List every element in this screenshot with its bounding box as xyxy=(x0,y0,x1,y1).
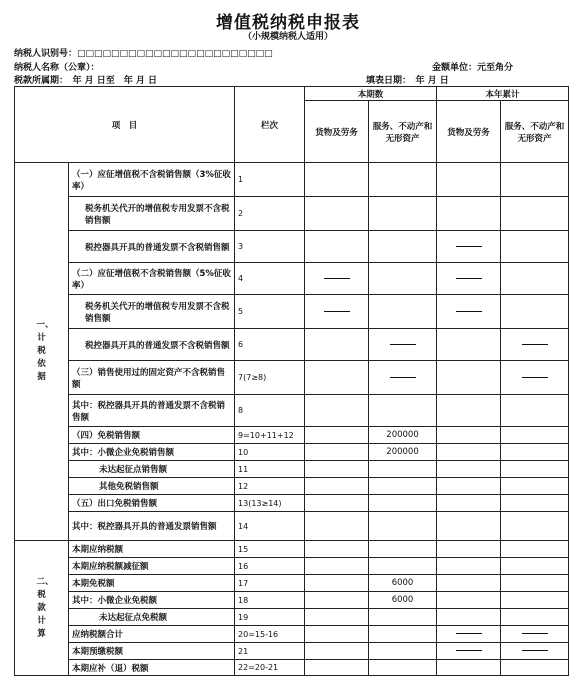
amount-cell[interactable] xyxy=(305,427,369,444)
amount-cell[interactable] xyxy=(501,575,569,592)
column-header-item: 项 目 xyxy=(15,87,235,163)
amount-cell[interactable] xyxy=(437,461,501,478)
na-dash xyxy=(522,650,548,651)
row-line-number: 5 xyxy=(235,295,305,329)
amount-cell[interactable] xyxy=(369,231,437,263)
amount-cell[interactable] xyxy=(305,478,369,495)
row-line-number: 20=15-16 xyxy=(235,626,305,643)
table-row xyxy=(15,643,569,660)
row-line-number: 11 xyxy=(235,461,305,478)
row-label: 本期应纳税额减征额 xyxy=(69,558,235,575)
row-line-number: 3 xyxy=(235,231,305,263)
not-applicable-cell xyxy=(369,329,437,361)
row-label: 税控器具开具的普通发票不含税销售额 xyxy=(69,329,235,361)
amount-cell[interactable] xyxy=(369,263,437,295)
amount-cell[interactable] xyxy=(501,495,569,512)
amount-cell[interactable] xyxy=(501,461,569,478)
amount-cell[interactable] xyxy=(501,478,569,495)
row-line-number: 19 xyxy=(235,609,305,626)
amount-cell[interactable] xyxy=(305,495,369,512)
amount-cell[interactable]: 6000 xyxy=(369,592,437,609)
na-dash xyxy=(522,344,548,345)
amount-cell[interactable] xyxy=(437,558,501,575)
section-tax-calc: 二、税款计算 xyxy=(15,541,69,676)
section-tax-basis: 一、计税依据 xyxy=(15,163,69,541)
row-line-number: 6 xyxy=(235,329,305,361)
amount-cell[interactable] xyxy=(437,427,501,444)
row-label: （一）应征增值税不含税销售额（3%征收率） xyxy=(69,163,235,197)
row-line-number: 13(13≥14) xyxy=(235,495,305,512)
amount-cell[interactable]: 6000 xyxy=(369,575,437,592)
amount-cell[interactable] xyxy=(437,361,501,395)
table-row xyxy=(15,329,569,361)
amount-cell[interactable] xyxy=(369,643,437,660)
row-label: 税务机关代开的增值税专用发票不含税销售额 xyxy=(69,197,235,231)
row-label: 未达起征点免税额 xyxy=(69,609,235,626)
amount-cell[interactable] xyxy=(501,609,569,626)
column-header-services-ytd: 服务、不动产和无形资产 xyxy=(501,101,569,163)
table-row xyxy=(15,197,569,231)
amount-cell[interactable] xyxy=(437,660,501,676)
row-label: 税控器具开具的普通发票不含税销售额 xyxy=(69,231,235,263)
row-label: 未达起征点销售额 xyxy=(69,461,235,478)
column-header-goods: 货物及劳务 xyxy=(305,101,369,163)
not-applicable-cell xyxy=(501,329,569,361)
amount-cell[interactable] xyxy=(369,660,437,676)
amount-cell[interactable] xyxy=(501,295,569,329)
table-row xyxy=(15,263,569,295)
not-applicable-cell xyxy=(305,295,369,329)
not-applicable-cell xyxy=(501,361,569,395)
row-label: 其中：小微企业免税销售额 xyxy=(69,444,235,461)
taxpayer-name-label: 纳税人名称（公章）： xyxy=(14,63,100,73)
table-row xyxy=(15,541,569,558)
row-line-number: 10 xyxy=(235,444,305,461)
na-dash xyxy=(456,633,482,634)
not-applicable-cell xyxy=(501,643,569,660)
amount-cell[interactable] xyxy=(369,558,437,575)
not-applicable-cell xyxy=(437,231,501,263)
amount-cell[interactable] xyxy=(369,197,437,231)
row-line-number: 22=20-21 xyxy=(235,660,305,676)
amount-cell[interactable] xyxy=(369,609,437,626)
na-dash xyxy=(522,633,548,634)
table-row xyxy=(15,427,569,444)
table-row xyxy=(15,478,569,495)
table-row xyxy=(15,461,569,478)
amount-cell[interactable] xyxy=(437,495,501,512)
table-row xyxy=(15,626,569,643)
row-line-number: 15 xyxy=(235,541,305,558)
amount-cell[interactable] xyxy=(305,660,369,676)
amount-cell[interactable] xyxy=(305,626,369,643)
amount-cell[interactable] xyxy=(369,512,437,541)
row-label: 本期应补（退）税额 xyxy=(69,660,235,676)
amount-cell[interactable] xyxy=(369,395,437,427)
amount-cell[interactable]: 200000 xyxy=(369,444,437,461)
column-header-current-period: 本期数 xyxy=(305,87,437,101)
table-row xyxy=(15,395,569,427)
amount-cell[interactable] xyxy=(437,444,501,461)
amount-cell[interactable] xyxy=(305,512,369,541)
amount-cell[interactable] xyxy=(437,609,501,626)
row-label: （二）应征增值税不含税销售额（5%征收率） xyxy=(69,263,235,295)
row-label: 其中：小微企业免税额 xyxy=(69,592,235,609)
table-row xyxy=(15,231,569,263)
row-label: 其中：税控器具开具的普通发票不含税销售额 xyxy=(69,395,235,427)
table-row xyxy=(15,163,569,197)
amount-cell[interactable] xyxy=(305,461,369,478)
amount-cell[interactable] xyxy=(369,478,437,495)
amount-cell[interactable] xyxy=(305,592,369,609)
row-line-number: 21 xyxy=(235,643,305,660)
amount-cell[interactable] xyxy=(501,541,569,558)
column-header-ytd: 本年累计 xyxy=(437,87,569,101)
amount-cell[interactable] xyxy=(305,395,369,427)
amount-cell[interactable] xyxy=(305,541,369,558)
amount-cell[interactable] xyxy=(437,592,501,609)
taxpayer-id-line xyxy=(14,46,273,59)
amount-cell[interactable] xyxy=(369,541,437,558)
row-line-number: 7(7≥8) xyxy=(235,361,305,395)
not-applicable-cell xyxy=(369,361,437,395)
row-line-number: 18 xyxy=(235,592,305,609)
not-applicable-cell xyxy=(437,626,501,643)
row-label: （五）出口免税销售额 xyxy=(69,495,235,512)
amount-cell[interactable] xyxy=(501,558,569,575)
row-line-number: 4 xyxy=(235,263,305,295)
table-row xyxy=(15,495,569,512)
table-row xyxy=(15,660,569,676)
amount-cell[interactable] xyxy=(501,263,569,295)
table-row xyxy=(15,558,569,575)
amount-cell[interactable] xyxy=(501,395,569,427)
row-label: 应纳税额合计 xyxy=(69,626,235,643)
table-row xyxy=(15,609,569,626)
row-label: （三）销售使用过的固定资产不含税销售额 xyxy=(69,361,235,395)
row-line-number: 16 xyxy=(235,558,305,575)
amount-cell[interactable] xyxy=(305,575,369,592)
na-dash xyxy=(390,377,416,378)
column-header-goods-ytd: 货物及劳务 xyxy=(437,101,501,163)
amount-cell[interactable] xyxy=(501,197,569,231)
amount-cell[interactable] xyxy=(305,361,369,395)
amount-cell[interactable] xyxy=(437,395,501,427)
amount-cell[interactable] xyxy=(501,512,569,541)
row-label: 其中：税控器具开具的普通发票销售额 xyxy=(69,512,235,541)
row-line-number: 8 xyxy=(235,395,305,427)
row-label: 本期应纳税额 xyxy=(69,541,235,558)
na-dash xyxy=(456,311,482,312)
not-applicable-cell xyxy=(437,295,501,329)
row-label: 其他免税销售额 xyxy=(69,478,235,495)
amount-cell[interactable] xyxy=(501,231,569,263)
amount-cell[interactable] xyxy=(437,478,501,495)
amount-cell[interactable] xyxy=(305,643,369,660)
amount-unit-label: 金额单位：元至角分 xyxy=(432,63,514,73)
amount-cell[interactable] xyxy=(305,163,369,197)
table-row xyxy=(15,295,569,329)
amount-cell[interactable] xyxy=(305,231,369,263)
row-line-number: 17 xyxy=(235,575,305,592)
na-dash xyxy=(522,377,548,378)
amount-cell[interactable] xyxy=(437,512,501,541)
na-dash xyxy=(324,311,350,312)
amount-cell[interactable] xyxy=(437,575,501,592)
amount-cell[interactable] xyxy=(501,427,569,444)
form-subtitle: （小规模纳税人适用） xyxy=(242,32,333,42)
row-label: 本期免税额 xyxy=(69,575,235,592)
amount-cell[interactable] xyxy=(305,444,369,461)
na-dash xyxy=(456,278,482,279)
row-label: 税务机关代开的增值税专用发票不含税销售额 xyxy=(69,295,235,329)
column-header-services: 服务、不动产和无形资产 xyxy=(369,101,437,163)
row-label: 本期预缴税额 xyxy=(69,643,235,660)
na-dash xyxy=(456,246,482,247)
not-applicable-cell xyxy=(437,263,501,295)
row-line-number: 9=10+11+12 xyxy=(235,427,305,444)
form-title: 增值税纳税申报表 xyxy=(216,13,360,33)
amount-cell[interactable] xyxy=(437,163,501,197)
row-line-number: 14 xyxy=(235,512,305,541)
amount-cell[interactable] xyxy=(305,329,369,361)
na-dash xyxy=(324,278,350,279)
amount-cell[interactable] xyxy=(369,626,437,643)
amount-cell[interactable] xyxy=(501,163,569,197)
taxpayer-id-boxes[interactable]: □□□□□□□□□□□□□□□□□□□□□□□ xyxy=(77,49,273,59)
amount-cell[interactable] xyxy=(369,163,437,197)
amount-cell[interactable] xyxy=(501,592,569,609)
not-applicable-cell xyxy=(437,643,501,660)
amount-cell[interactable] xyxy=(437,329,501,361)
row-line-number: 2 xyxy=(235,197,305,231)
table-row xyxy=(15,592,569,609)
amount-cell[interactable] xyxy=(305,558,369,575)
table-row xyxy=(15,575,569,592)
amount-cell[interactable] xyxy=(369,495,437,512)
amount-cell[interactable] xyxy=(305,197,369,231)
table-row xyxy=(15,512,569,541)
row-line-number: 1 xyxy=(235,163,305,197)
amount-cell[interactable] xyxy=(369,295,437,329)
amount-cell[interactable] xyxy=(437,541,501,558)
table-row xyxy=(15,361,569,395)
amount-cell[interactable] xyxy=(501,660,569,676)
amount-cell[interactable]: 200000 xyxy=(369,427,437,444)
amount-cell[interactable] xyxy=(369,461,437,478)
row-label: （四）免税销售额 xyxy=(69,427,235,444)
amount-cell[interactable] xyxy=(305,609,369,626)
table-row xyxy=(15,444,569,461)
tax-period-label: 税款所属期： 年 月 日至 年 月 日 xyxy=(14,76,158,86)
na-dash xyxy=(456,650,482,651)
not-applicable-cell xyxy=(305,263,369,295)
amount-cell[interactable] xyxy=(501,444,569,461)
fill-date-label: 填表日期： 年 月 日 xyxy=(366,76,449,86)
row-line-number: 12 xyxy=(235,478,305,495)
not-applicable-cell xyxy=(501,626,569,643)
amount-cell[interactable] xyxy=(437,197,501,231)
na-dash xyxy=(390,344,416,345)
tax-return-table xyxy=(14,86,569,676)
column-header-line-no: 栏次 xyxy=(235,87,305,163)
taxpayer-id-label: 纳税人识别号： xyxy=(14,49,78,59)
